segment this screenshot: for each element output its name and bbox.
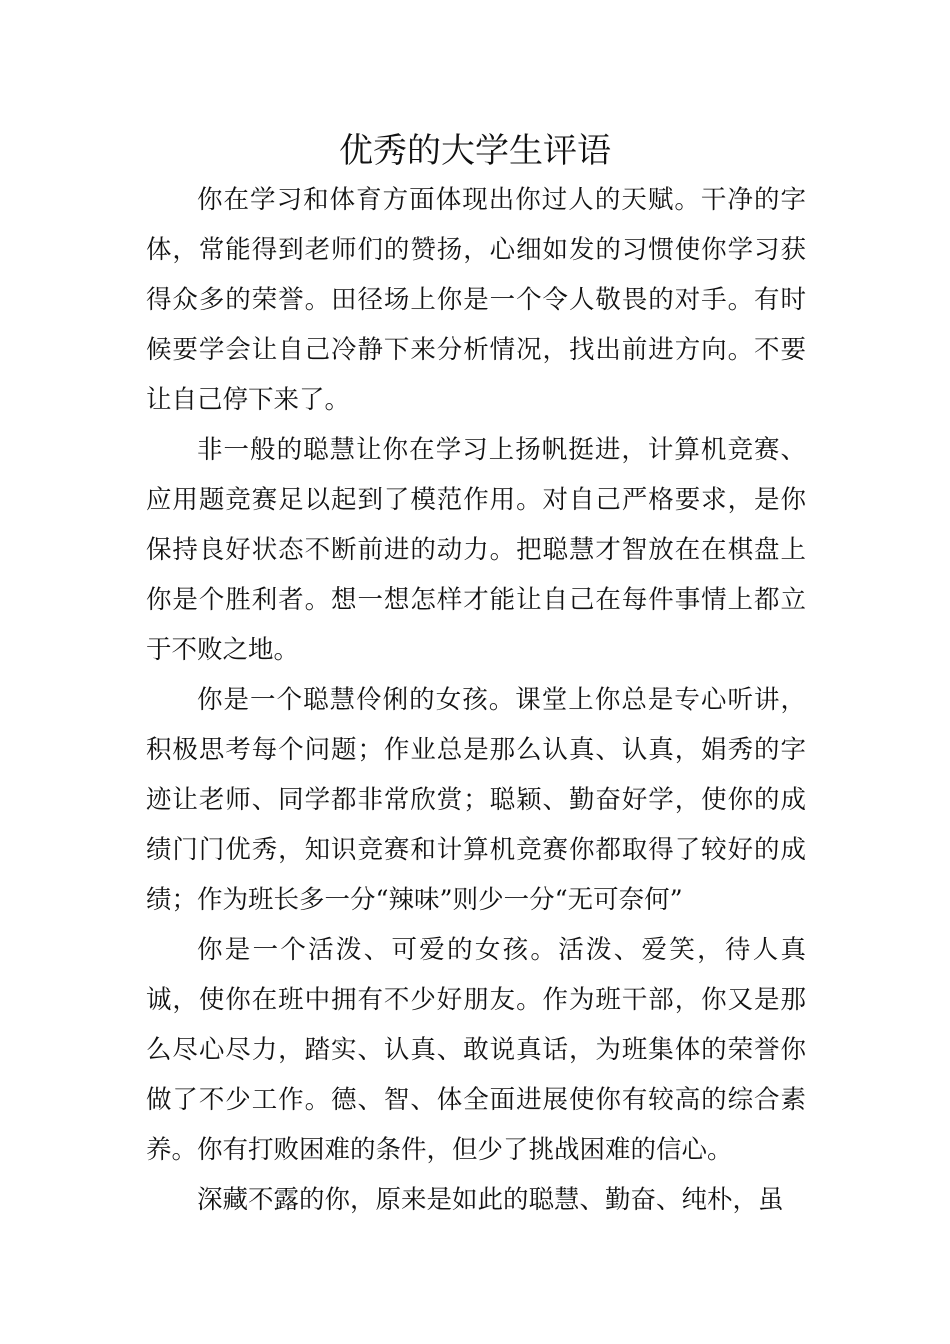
paragraph-4: 你是一个活泼、可爱的女孩。活泼、爱笑，待人真诚，使你在班中拥有不少好朋友。作为班干部，你又是那么尽心尽力，踏实、认真、敢说真话，为班集体的荣誉你做了不少工作。德、智、体全面进展使你有较高的综合素养。你有打败困难的条件，但少了挑战困难的信心。 xyxy=(146,935,806,1165)
paragraph-5: 深藏不露的你，原来是如此的聪慧、勤奋、纯朴，虽 xyxy=(197,1185,784,1215)
document-body xyxy=(146,175,806,1225)
document-title: 优秀的大学生评语 xyxy=(339,131,611,171)
paragraph-1: 你在学习和体育方面体现出你过人的天赋。干净的字体，常能得到老师们的赞扬，心细如发的习惯使你学习获得众多的荣誉。田径场上你是一个令人敬畏的对手。有时候要学会让自己冷静下来分析情况，找出前进方向。不要让自己停下来了。 xyxy=(146,185,806,415)
paragraph-2: 非一般的聪慧让你在学习上扬帆挺进，计算机竞赛、应用题竞赛足以起到了模范作用。对自己严格要求，是你保持良好状态不断前进的动力。把聪慧才智放在在棋盘上你是个胜利者。想一想怎样才能让自己在每件事情上都立于不败之地。 xyxy=(146,435,806,665)
paragraph-3: 你是一个聪慧伶俐的女孩。课堂上你总是专心听讲，积极思考每个问题；作业总是那么认真、认真，娟秀的字迹让老师、同学都非常欣赏；聪颖、勤奋好学，使你的成绩门门优秀，知识竞赛和计算机竞赛你都取得了较好的成绩；作为班长多一分“辣味”则少一分“无可奈何” xyxy=(146,685,806,915)
